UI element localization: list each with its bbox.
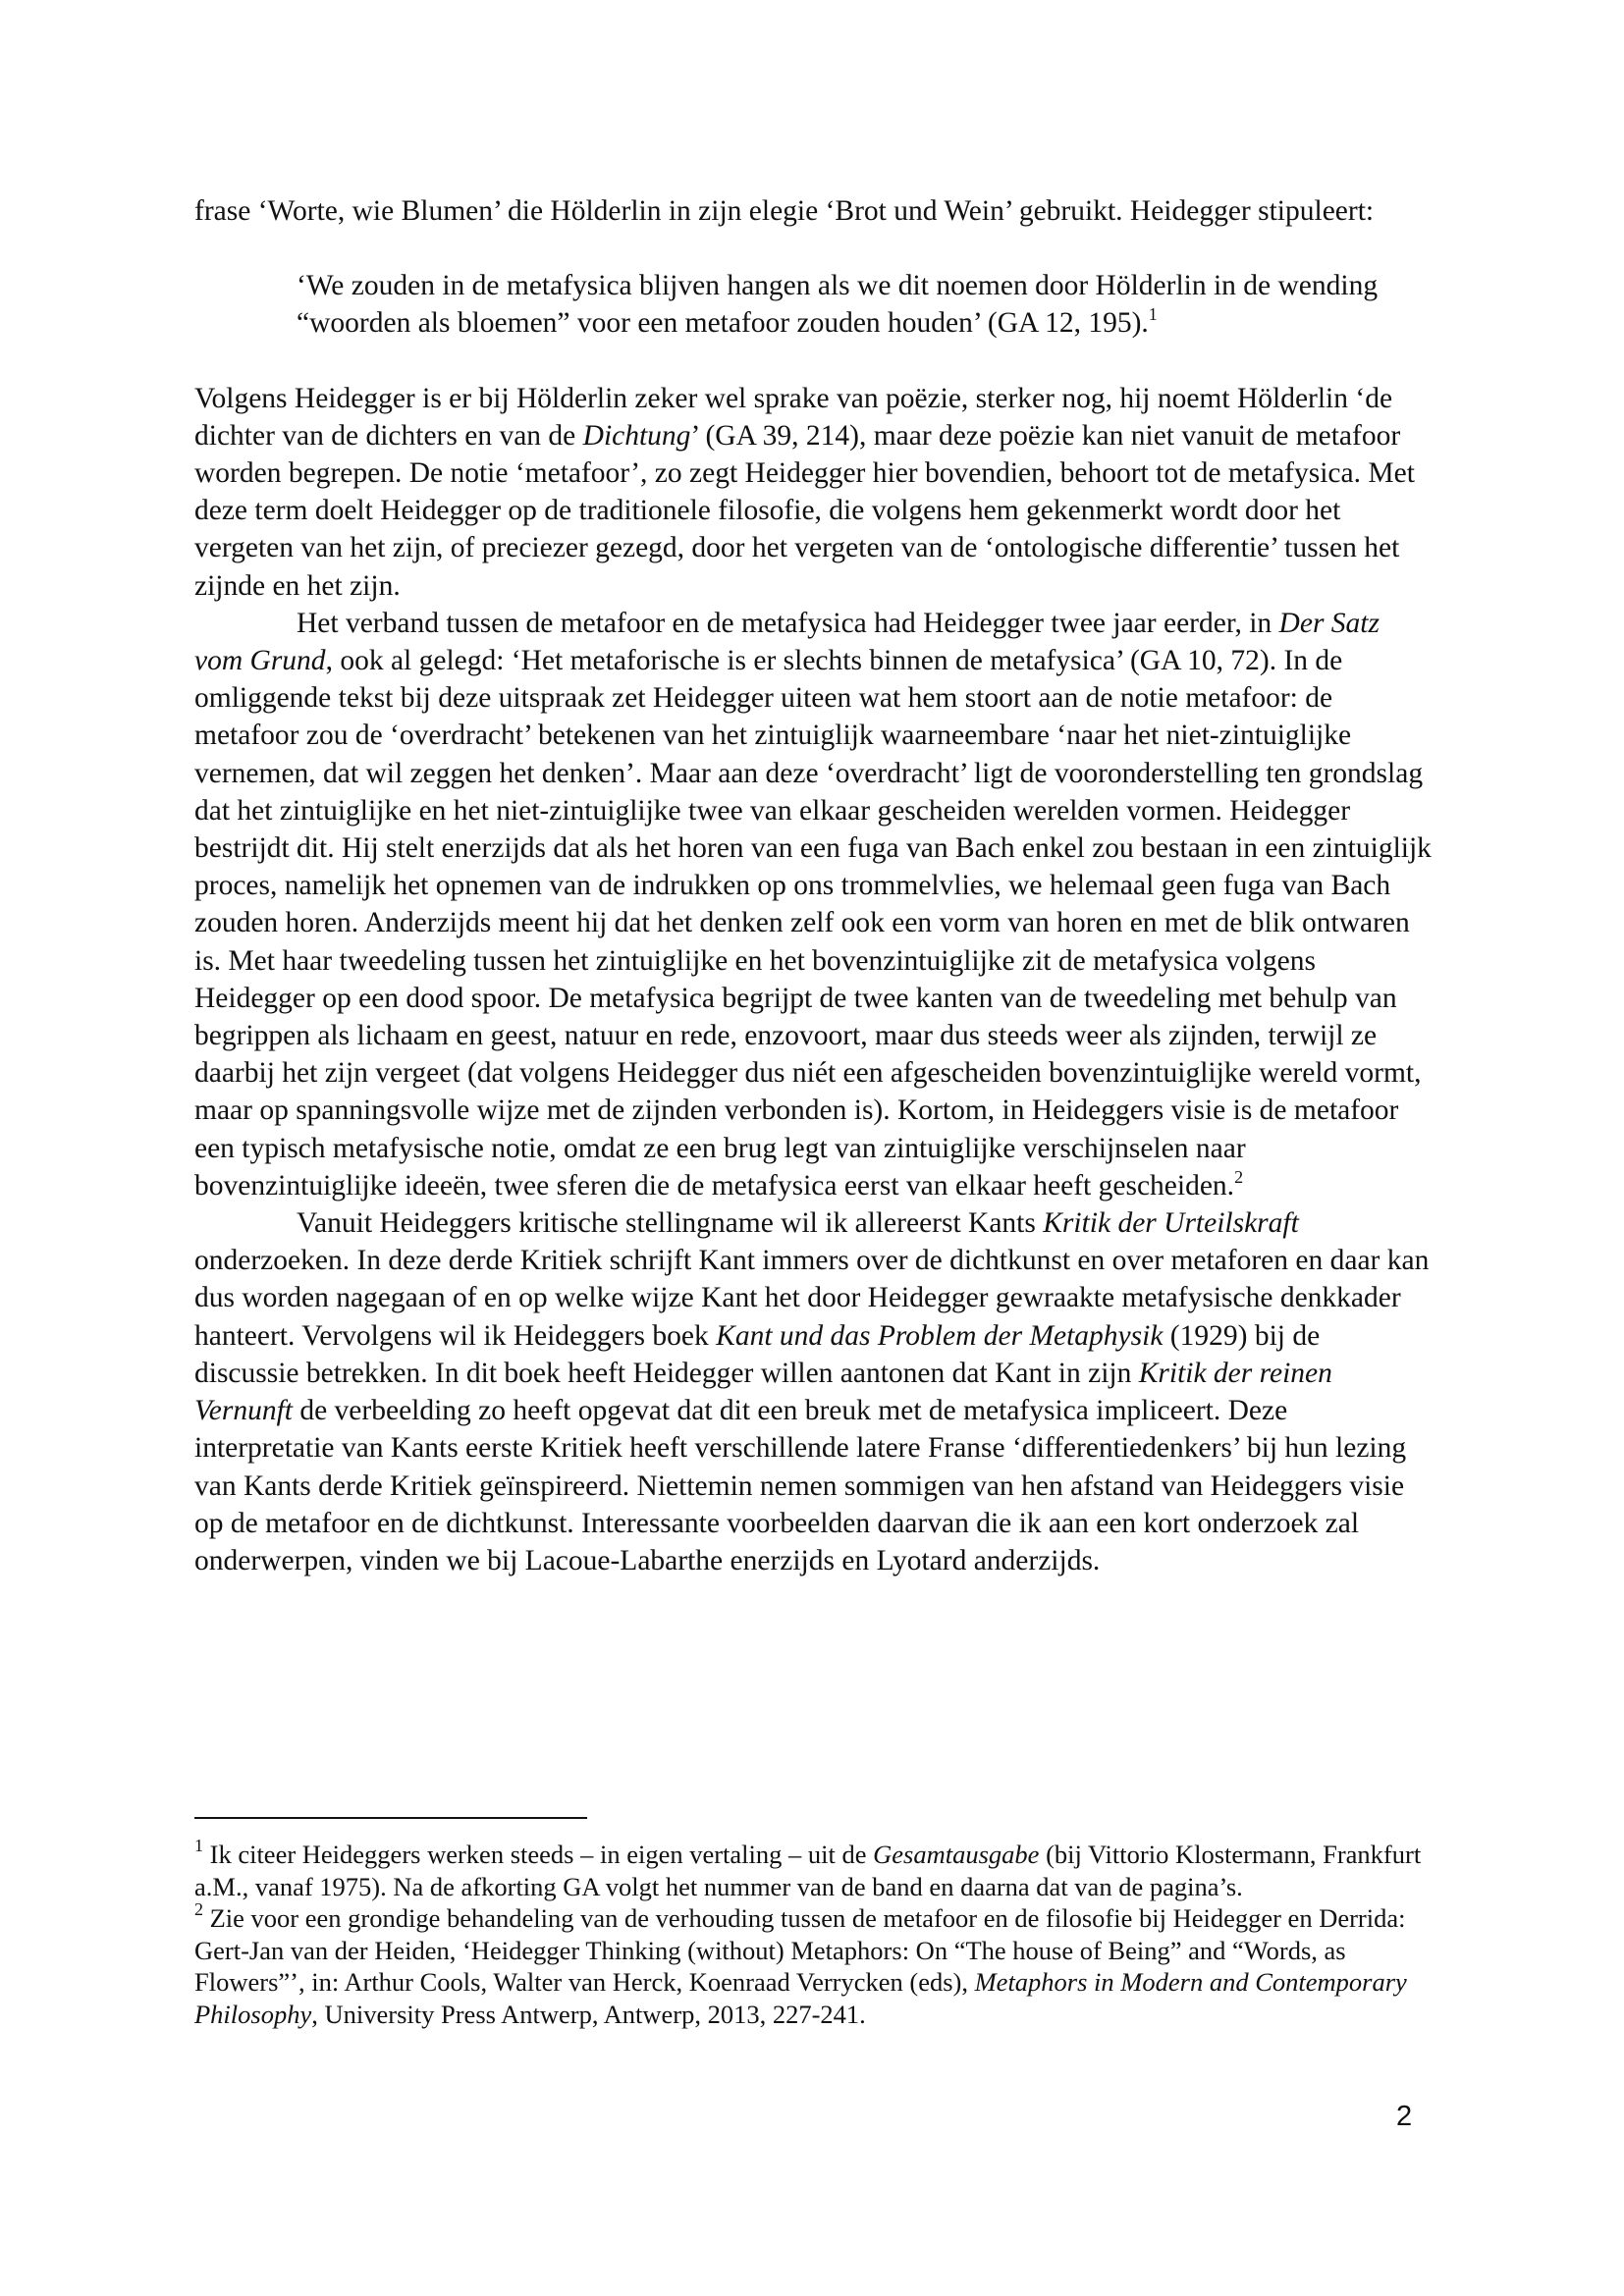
page-body bbox=[194, 192, 1432, 1579]
page-number: 2 bbox=[1396, 2101, 1413, 2132]
italic-satz-vom-grund: Der Satz vom Grund bbox=[194, 607, 1380, 677]
italic-kant-und-das-problem: Kant und das Problem der Metaphysik bbox=[716, 1319, 1164, 1352]
italic-dichtung: Dichtung bbox=[582, 419, 691, 452]
paragraph-metaphor-metaphysics: Het verband tussen de metafoor en de metafysica had Heidegger twee jaar eerder, in Der Satz vom Grund, ook al gelegd: ‘Het metaforische is er slechts binnen de metafysica’ (GA 10, 72). In de omliggende tekst bij deze uitspraak zet Heidegger uiteen wat hem stoort aan de notie metafoor: de metafoor zou de ‘overdracht’ betekenen van het zintuiglijk waarneembare ‘naar het niet-zintuiglijke vernemen, dat wil zeggen het denken’. Maar aan deze ‘overdracht’ ligt de vooronderstelling ten grondslag dat het zintuiglijke en het niet-zintuiglijke twee van elkaar gescheiden werelden vormen. Heidegger bestrijdt dit. Hij stelt enerzijds dat als het horen van een fuga van Bach enkel zou bestaan in een zintuiglijk proces, namelijk het opnemen van de indrukken op ons trommelvlies, we helemaal geen fuga van Bach zouden horen. Anderzijds meent hij dat het denken zelf ook een vorm van horen en met de blik ontwaren is. Met haar tweedeling tussen het zintuiglijke en het bovenzintuiglijke zit de metafysica volgens Heidegger op een dood spoor. De metafysica begrijpt de twee kanten van de tweedeling met behulp van begrippen als lichaam en geest, natuur en rede, enzovoort, maar dus steeds weer als zijnden, terwijl ze daarbij het zijn vergeet (dat volgens Heidegger dus niét een afgescheiden bovenzintuiglijke wereld vormt, maar op spanningsvolle wijze met de zijnden verbonden is). Kortom, in Heideggers visie is de metafoor een typisch metafysische notie, omdat ze een brug legt van zintuiglijke verschijnselen naar bovenzintuiglijke ideeën, twee sferen die de metafysica eerst van elkaar heeft gescheiden.$^2$ bbox=[194, 607, 1432, 1201]
footnote-ref-2: 2 bbox=[1234, 1166, 1244, 1187]
footnote-1: $^1$ Ik citeer Heideggers werken steeds – in eigen vertaling – uit de Gesamtausgabe (bij Vittorio Klostermann, Frankfurt a.M., vanaf 1975). Na de afkorting GA volgt het nummer van de band en daarna dat van de pagina’s. bbox=[194, 1836, 1422, 1901]
footnote-divider bbox=[194, 1817, 587, 1819]
italic-gesamtausgabe: Gesamtausgabe bbox=[873, 1840, 1040, 1869]
italic-kritik-der-urteilskraft: Kritik der Urteilskraft bbox=[1043, 1207, 1299, 1240]
block-quote: ‘We zouden in de metafysica blijven hangen als we dit noemen door Hölderlin in de wending “woorden als bloemen” voor een metafoor zouden houden’ (GA 12, 195).$^1$ bbox=[297, 270, 1379, 340]
italic-metaphors-title: Metaphors in Modern and Contemporary Philosophy bbox=[194, 1967, 1407, 2029]
paragraph-kant: Vanuit Heideggers kritische stellingname wil ik allereerst Kants Kritik der Urteilskraft onderzoeken. In deze derde Kritiek schrijft Kant immers over de dichtkunst en over metaforen en daar kan dus worden nagegaan of en op welke wijze Kant het door Heidegger gewraakte metafysische denkkader hanteert. Vervolgens wil ik Heideggers boek Kant und das Problem der Metaphysik (1929) bij de discussie betrekken. In dit boek heeft Heidegger willen aantonen dat Kant in zijn Kritik der reinen Vernunft de verbeelding zo heeft opgevat dat dit een breuk met de metafysica impliceert. Deze interpretatie van Kants eerste Kritiek heeft verschillende latere Franse ‘differentiedenkers’ bij hun lezing van Kants derde Kritiek geïnspireerd. Niettemin nemen sommigen van hen afstand van Heideggers visie op de metafoor en de dichtkunst. Interessante voorbeelden daarvan die ik aan een kort onderzoek zal onderwerpen, vinden we bij Lacoue-Labarthe enerzijds en Lyotard anderzijds. bbox=[194, 1207, 1430, 1576]
paragraph-intro: frase ‘Worte, wie Blumen’ die Hölderlin in zijn elegie ‘Brot und Wein’ gebruikt. Heidegger stipuleert: bbox=[194, 195, 1375, 227]
paragraph-hoelderlin: Volgens Heidegger is er bij Hölderlin zeker wel sprake van poëzie, sterker nog, hij noemt Hölderlin ‘de dichter van de dichters en van de Dichtung’ (GA 39, 214), maar deze poëzie kan niet vanuit de metafoor worden begrepen. De notie ‘metafoor’, zo zegt Heidegger hier bovendien, behoort tot de metafysica. Met deze term doelt Heidegger op de traditionele filosofie, die volgens hem gekenmerkt wordt door het vergeten van het zijn, of preciezer gezegd, door het vergeten van de ‘ontologische differentie’ tussen het zijnde en het zijn. bbox=[194, 382, 1415, 602]
italic-kritik-der-reinen-vernunft: Kritik der reinen Vernunft bbox=[194, 1357, 1332, 1427]
footnote-2: $^2$ Zie voor een grondige behandeling van de verhouding tussen de metafoor en de filosofie bij Heidegger en Derrida: Gert-Jan van der Heiden, ‘Heidegger Thinking (without) Metaphors: On “The house of Being” and “Words, as Flowers”’, in: Arthur Cools, Walter van Herck, Koenraad Verrycken (eds), Metaphors in Modern and Contemporary Philosophy, University Press Antwerp, Antwerp, 2013, 227-241. bbox=[194, 1899, 1407, 2029]
footnote-ref-1: 1 bbox=[1148, 304, 1158, 325]
footnotes bbox=[194, 1817, 1432, 2030]
